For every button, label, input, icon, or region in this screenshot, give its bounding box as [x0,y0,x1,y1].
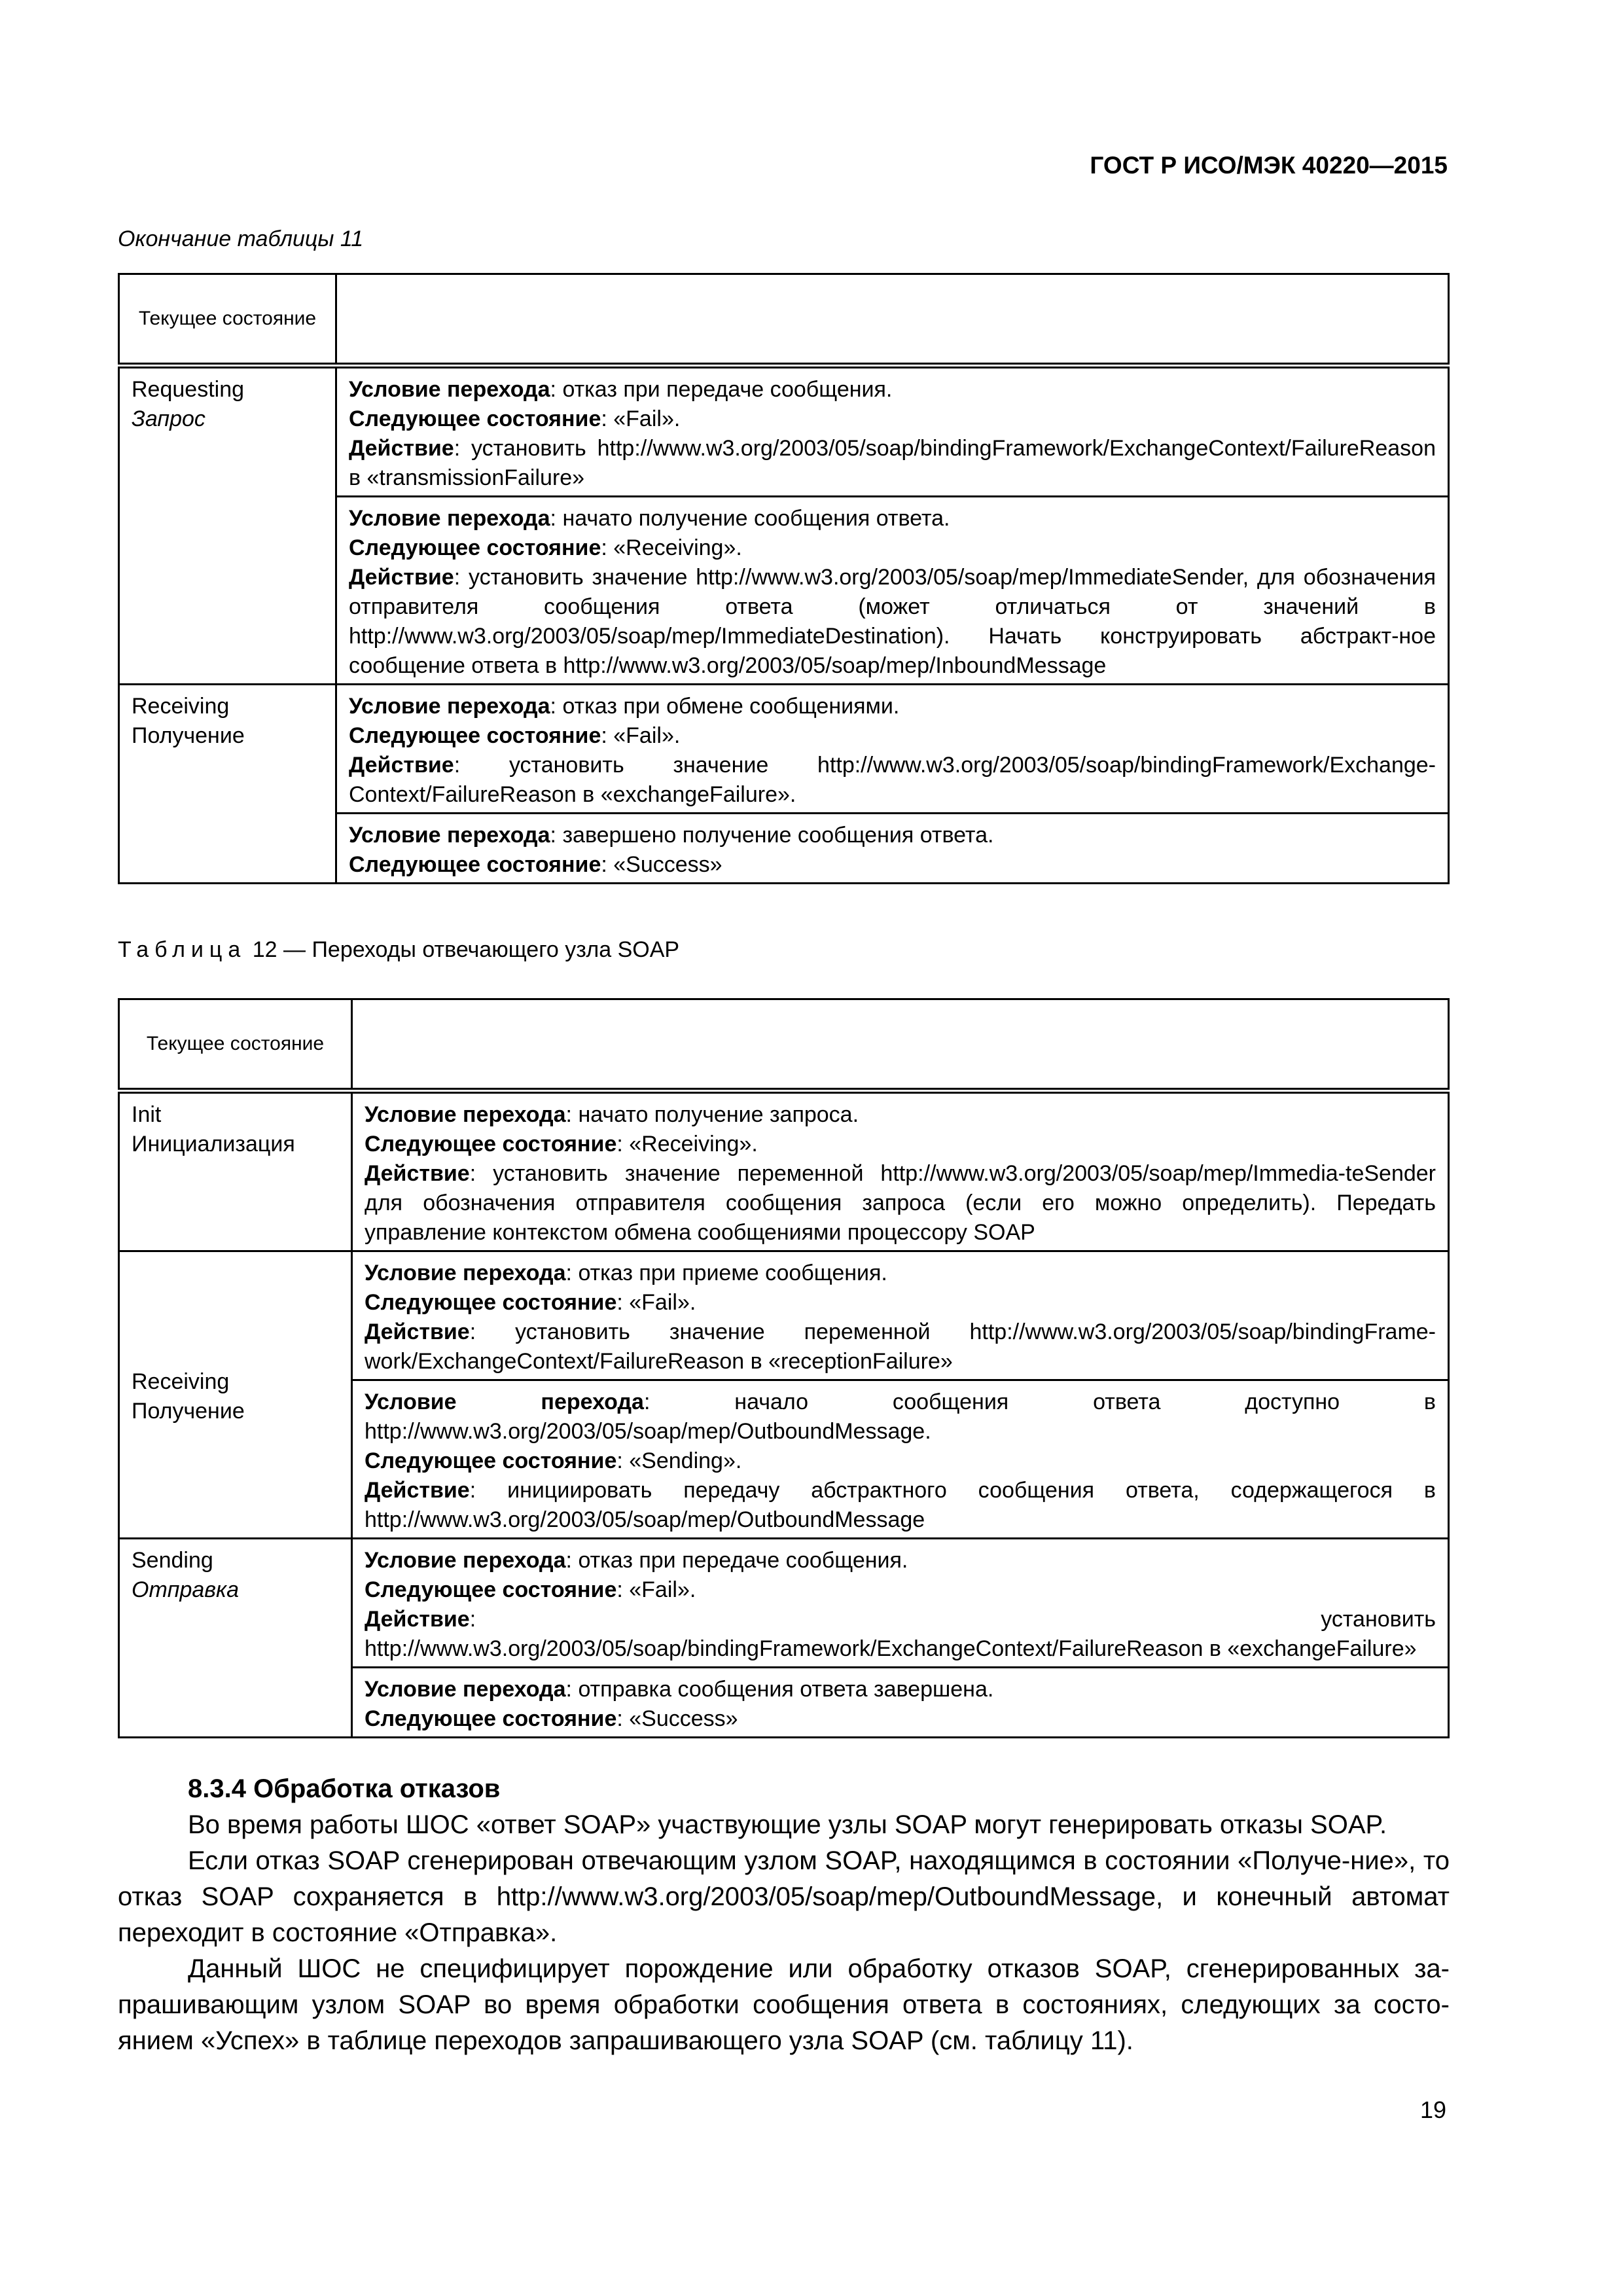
transition-condition-label: Условие перехода [349,506,550,531]
next-state-text: : «Fail». [616,1577,696,1602]
transition-condition-label: Условие перехода [365,1548,566,1573]
state-name-ru: Получение [132,723,245,748]
transition-action-text: : установить значение http://www.w3.org/2003/05/soap/mep/ImmediateSender, для обозначения отправителя сообщения ответа (может отличаться от значений в http://www.w3.org/2003/05/soap/mep/ImmediateDestination). Начать конструировать абстракт-ное сообщение ответа в http://www.w3.org/2003/05/soap/mep/InboundMessage [349,565,1436,678]
transition-action-label: Действие [349,753,454,778]
transition-action-label: Действие [349,436,454,461]
transition-condition-label: Условие перехода [349,823,550,848]
transition-condition [365,1388,1436,1446]
table-11 [118,273,1450,884]
next-state-label: Следующее состояние [349,852,601,877]
table-11-header-state: Текущее состояние [119,274,336,366]
next-state [365,1446,1436,1476]
next-state-label: Следующее состояние [365,1290,617,1315]
section-heading: 8.3.4 Обработка отказов [188,1774,501,1803]
transition-condition-label: Условие перехода [365,1102,566,1127]
next-state-text: : «Fail». [601,406,681,431]
table-row [119,366,1449,497]
transition-condition-text: : отказ при передаче сообщения. [565,1548,908,1573]
transition-condition [365,1546,1436,1575]
transition-condition [365,1259,1436,1288]
transition-action-text: : установить значение переменной http://www.w3.org/2003/05/soap/mep/Immedia-teSender для обозначения отправителя сообщения запроса (если его можно определить). Передать управление контекстом обмена сообщениями процессору SOAP [365,1161,1436,1245]
transition-cell [336,366,1449,497]
transition-condition-label: Условие перехода [349,377,550,402]
transition-condition [365,1100,1436,1130]
state-cell [119,1091,352,1251]
transition-condition [349,821,1436,850]
transition-condition-label: Условие перехода [365,1677,566,1702]
next-state-text: : «Receiving». [601,535,742,560]
state-name-ru: Отправка [132,1577,240,1602]
table-11-header-transition [336,274,1449,366]
state-cell [119,1251,352,1539]
transition-cell [336,814,1449,884]
transition-condition-label: Условие перехода [365,1390,644,1414]
next-state-text: : «Receiving». [616,1132,758,1157]
state-name-en: Init [132,1102,162,1127]
next-state-label: Следующее состояние [365,1448,617,1473]
state-cell [119,685,336,884]
table-11-body [119,366,1449,884]
transition-cell [336,685,1449,814]
next-state [349,533,1436,563]
transition-action [349,434,1436,493]
next-state-text: : «Fail». [601,723,681,748]
transition-condition [349,375,1436,404]
transition-condition-text: : отказ при приеме сообщения. [565,1261,887,1285]
transition-action-label: Действие [365,1478,470,1503]
state-name-en: Receiving [132,694,230,719]
table-row [119,685,1449,814]
transition-action-label: Действие [365,1161,470,1186]
transition-condition-text: : отправка сообщения ответа завершена. [565,1677,994,1702]
table-12-caption-title: 12 — Переходы отвечающего узла SOAP [252,937,680,962]
transition-action-label: Действие [365,1319,470,1344]
transition-cell [336,497,1449,685]
transition-action [365,1159,1436,1247]
transition-condition-text: : начато получение сообщения ответа. [550,506,950,531]
state-name-en: Receiving [132,1369,230,1394]
next-state-label: Следующее состояние [365,1706,617,1731]
section-8-3-4 [118,1771,1450,2059]
transition-cell [352,1668,1449,1738]
transition-action-text: : установить значение http://www.w3.org/2003/05/soap/bindingFramework/Exchange-Context/FailureReason в «exchangeFailure». [349,753,1436,807]
transition-action-label: Действие [349,565,454,590]
table-row [119,1091,1449,1251]
state-name-en: Requesting [132,377,245,402]
next-state [365,1704,1436,1734]
transition-action [365,1318,1436,1376]
state-name-en: Sending [132,1548,213,1573]
next-state-label: Следующее состояние [349,535,601,560]
transition-action-label: Действие [365,1607,470,1632]
state-name-ru: Получение [132,1399,245,1424]
state-cell [119,366,336,685]
transition-action-text: : установить http://www.w3.org/2003/05/soap/bindingFramework/ExchangeContext/FailureReason в «exchangeFailure» [365,1607,1436,1661]
next-state [349,404,1436,434]
transition-condition-label: Условие перехода [365,1261,566,1285]
state-name-ru: Инициализация [132,1132,295,1157]
next-state [365,1575,1436,1605]
next-state [365,1130,1436,1159]
next-state-label: Следующее состояние [349,406,601,431]
next-state [365,1288,1436,1318]
next-state-text: : «Success» [616,1706,738,1731]
transition-condition [349,692,1436,721]
state-cell [119,1539,352,1738]
next-state-label: Следующее состояние [365,1577,617,1602]
transition-action [349,563,1436,681]
table-row [119,1539,1449,1668]
table-12-header-transition [352,999,1449,1091]
table-12 [118,998,1450,1738]
section-paragraph: Если отказ SOAP сгенерирован отвечающим узлом SOAP, находящимся в состоянии «Получе-ние», то отказ SOAP сохраняется в http://www.w3.org/2003/05/soap/mep/OutboundMessage, и конечный автомат переходит в состояние «Отправка». [118,1846,1450,1947]
next-state-text: : «Sending». [616,1448,742,1473]
next-state-label: Следующее состояние [349,723,601,748]
transition-action [365,1476,1436,1535]
next-state [349,850,1436,880]
section-paragraph: Во время работы ШОС «ответ SOAP» участвующие узлы SOAP могут генерировать отказы SOAP. [188,1810,1387,1839]
transition-action-text: : инициировать передачу абстрактного сообщения ответа, содержащегося в http://www.w3.org/2003/05/soap/mep/OutboundMessage [365,1478,1436,1532]
table-11-continuation-caption: Окончание таблицы 11 [118,226,364,251]
transition-condition-text: : отказ при обмене сообщениями. [550,694,900,719]
transition-action [349,751,1436,810]
transition-action-text: : установить значение переменной http://www.w3.org/2003/05/soap/bindingFrame-work/ExchangeContext/FailureReason в «receptionFailure» [365,1319,1436,1374]
transition-cell [352,1251,1449,1380]
transition-cell [352,1091,1449,1251]
table-row [119,1251,1449,1380]
transition-condition-label: Условие перехода [349,694,550,719]
transition-action [365,1605,1436,1664]
transition-condition-text: : отказ при передаче сообщения. [550,377,893,402]
section-paragraph: Данный ШОС не специфицирует порождение или обработку отказов SOAP, сгенерированных за-прашивающим узлом SOAP во время обработки сообщения ответа в состояниях, следующих за состо-янием «Успех» в таблице переходов запрашивающего узла SOAP (см. таблицу 11). [118,1954,1450,2055]
transition-cell [352,1539,1449,1668]
next-state-text: : «Success» [601,852,722,877]
transition-condition [365,1675,1436,1704]
table-12-caption-prefix: Таблица [118,937,247,962]
table-12-caption [118,937,679,963]
transition-condition-text: : начало сообщения ответа доступно в http://www.w3.org/2003/05/soap/mep/OutboundMessage. [365,1390,1436,1444]
table-12-body [119,1091,1449,1738]
transition-action-text: : установить http://www.w3.org/2003/05/soap/bindingFramework/ExchangeContext/FailureReason в «transmissionFailure» [349,436,1436,490]
next-state [349,721,1436,751]
transition-condition-text: : завершено получение сообщения ответа. [550,823,994,848]
document-standard-header: ГОСТ Р ИСО/МЭК 40220—2015 [1090,152,1448,179]
transition-condition-text: : начато получение запроса. [565,1102,859,1127]
state-name-ru: Запрос [132,406,205,431]
transition-cell [352,1380,1449,1539]
transition-condition [349,504,1436,533]
next-state-text: : «Fail». [616,1290,696,1315]
table-12-header-state: Текущее состояние [119,999,352,1091]
next-state-label: Следующее состояние [365,1132,617,1157]
page-number: 19 [1419,2096,1446,2123]
